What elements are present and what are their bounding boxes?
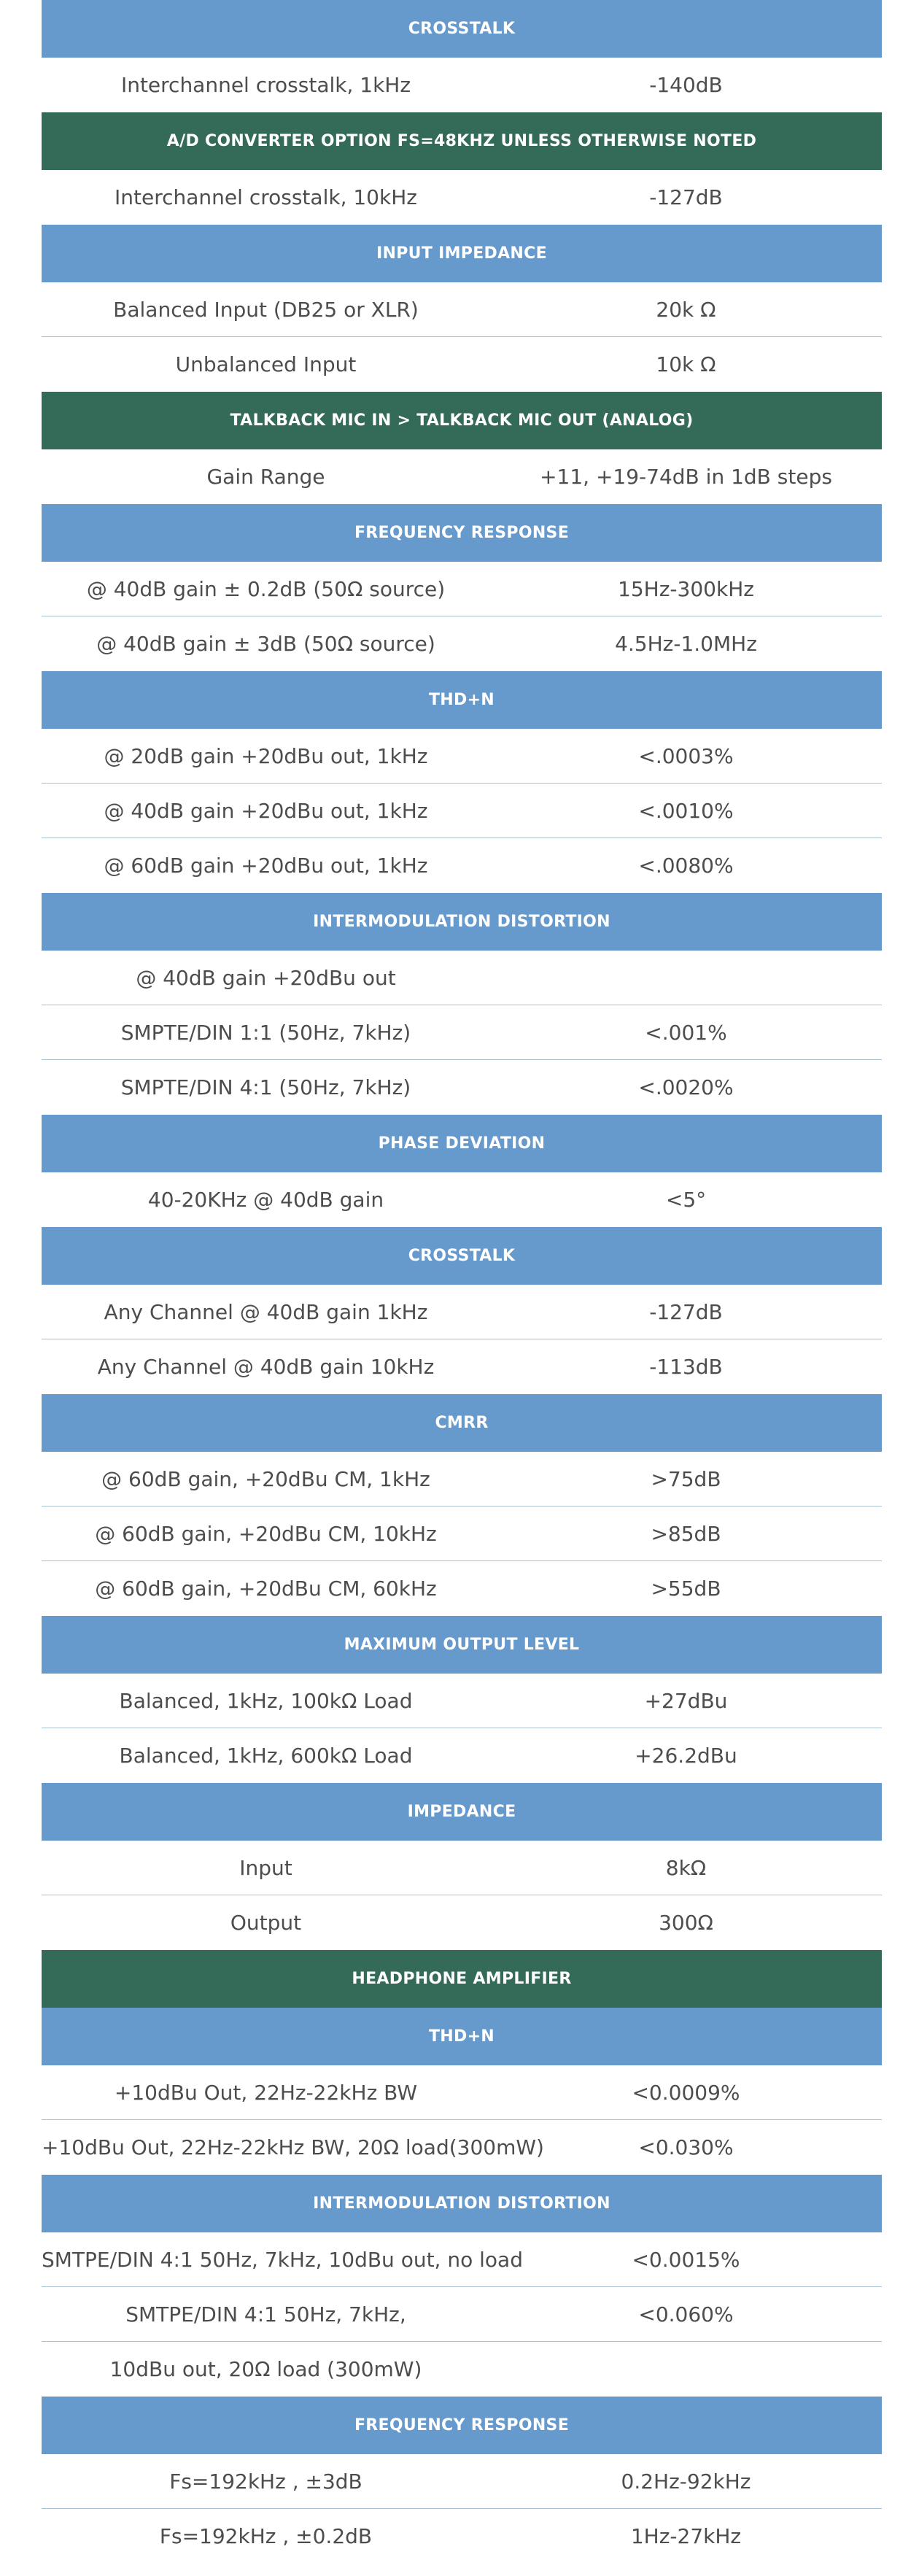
section-header-title: PHASE DEVIATION [378, 1134, 546, 1153]
section-header-title: CROSSTALK [408, 1247, 516, 1265]
group-header-title: A/D CONVERTER OPTION FS=48KHZ UNLESS OTHERWISE NOTED [166, 132, 757, 150]
spec-row [42, 1895, 882, 1950]
spec-value: 10k Ω [656, 352, 716, 376]
spec-value: <.0080% [638, 854, 734, 878]
spec-row [42, 1339, 882, 1394]
section-header [42, 1115, 882, 1172]
spec-value: <0.0015% [632, 2247, 740, 2272]
section-header-title: INPUT IMPEDANCE [376, 244, 547, 263]
spec-row [42, 1728, 882, 1783]
spec-label: @ 60dB gain, +20dBu CM, 60kHz [95, 1577, 437, 1601]
spec-table [42, 0, 882, 2564]
section-header [42, 0, 882, 58]
spec-row [42, 2287, 882, 2342]
section-header-title: IMPEDANCE [407, 1803, 516, 1821]
spec-label: Balanced, 1kHz, 600kΩ Load [119, 1744, 413, 1768]
spec-value: <0.0009% [632, 2080, 740, 2105]
spec-value: <5° [665, 1188, 707, 1212]
spec-value: >75dB [651, 1466, 721, 1491]
spec-label: Unbalanced Input [175, 352, 357, 376]
spec-label: Fs=192kHz , ±3dB [169, 2469, 362, 2494]
spec-row [42, 1506, 882, 1561]
spec-label: Fs=192kHz , ±0.2dB [159, 2524, 373, 2548]
spec-value: 1Hz-27kHz [630, 2524, 742, 2548]
spec-label: Output [230, 1911, 302, 1935]
section-header [42, 2397, 882, 2454]
spec-row [42, 616, 882, 671]
spec-row [42, 449, 882, 504]
spec-row [42, 282, 882, 337]
spec-row [42, 1172, 882, 1227]
spec-value: <.0003% [638, 743, 734, 768]
spec-value: <.001% [645, 1020, 727, 1045]
spec-label: Any Channel @ 40dB gain 10kHz [97, 1355, 435, 1379]
section-header-title: MAXIMUM OUTPUT LEVEL [344, 1636, 580, 1654]
spec-row [42, 1285, 882, 1339]
spec-value: 20k Ω [656, 297, 716, 322]
spec-value: +11, +19-74dB in 1dB steps [540, 465, 832, 489]
spec-row [42, 2120, 882, 2175]
spec-row [42, 1060, 882, 1115]
spec-value: >55dB [651, 1577, 721, 1601]
spec-row [42, 1674, 882, 1728]
spec-value: <.0020% [638, 1075, 734, 1099]
spec-label: SMTPE/DIN 4:1 50Hz, 7kHz, 10dBu out, no load [42, 2247, 523, 2272]
spec-row [42, 337, 882, 392]
spec-value: 8kΩ [665, 1855, 707, 1880]
spec-value: <0.030% [638, 2135, 734, 2159]
section-header-title: CROSSTALK [408, 20, 516, 38]
group-header-title: HEADPHONE AMPLIFIER [352, 1970, 572, 1988]
section-header-title: INTERMODULATION DISTORTION [313, 2194, 610, 2213]
spec-label: Gain Range [206, 465, 325, 489]
spec-label: @ 40dB gain ± 0.2dB (50Ω source) [86, 576, 446, 601]
spec-row [42, 1841, 882, 1895]
spec-label: 10dBu out, 20Ω load (300mW) [109, 2357, 422, 2381]
spec-value: +27dBu [644, 1688, 728, 1713]
spec-row [42, 170, 882, 225]
spec-label: Interchannel crosstalk, 10kHz [115, 185, 417, 209]
spec-label: SMPTE/DIN 1:1 (50Hz, 7kHz) [120, 1020, 411, 1045]
spec-label: Balanced Input (DB25 or XLR) [113, 297, 419, 322]
section-header [42, 2008, 882, 2065]
section-header [42, 225, 882, 282]
spec-row [42, 2065, 882, 2120]
spec-value: -127dB [649, 1299, 723, 1324]
spec-row [42, 2509, 882, 2564]
section-header [42, 671, 882, 729]
spec-label: @ 60dB gain, +20dBu CM, 10kHz [95, 1521, 437, 1546]
group-header [42, 1950, 882, 2008]
spec-row [42, 1005, 882, 1060]
spec-label: Balanced, 1kHz, 100kΩ Load [119, 1688, 413, 1713]
spec-value: 15Hz-300kHz [618, 576, 754, 601]
spec-label: SMPTE/DIN 4:1 (50Hz, 7kHz) [120, 1075, 411, 1099]
spec-value: 300Ω [659, 1911, 713, 1935]
spec-label: @ 40dB gain +20dBu out [136, 965, 396, 990]
spec-label: Input [239, 1855, 292, 1880]
spec-label: 40-20KHz @ 40dB gain [147, 1188, 384, 1212]
spec-value: <.0010% [638, 798, 734, 823]
spec-label: +10dBu Out, 22Hz-22kHz BW [114, 2080, 418, 2105]
spec-label: +10dBu Out, 22Hz-22kHz BW, 20Ω load(300mW) [42, 2135, 544, 2159]
section-header-title: FREQUENCY RESPONSE [354, 2416, 570, 2434]
spec-row [42, 1561, 882, 1616]
spec-label: @ 20dB gain +20dBu out, 1kHz [104, 743, 428, 768]
group-header [42, 392, 882, 449]
section-header [42, 1616, 882, 1674]
spec-value: <0.060% [638, 2302, 734, 2326]
spec-value: 0.2Hz-92kHz [621, 2469, 751, 2494]
spec-row [42, 562, 882, 616]
spec-value: +26.2dBu [635, 1744, 737, 1768]
section-header-title: THD+N [428, 691, 495, 709]
spec-label: @ 40dB gain ± 3dB (50Ω source) [96, 632, 435, 656]
spec-label: @ 60dB gain +20dBu out, 1kHz [104, 854, 428, 878]
spec-row [42, 838, 882, 893]
spec-row [42, 784, 882, 838]
spec-row [42, 951, 882, 1005]
section-header [42, 1227, 882, 1285]
spec-row [42, 58, 882, 112]
group-header-title: TALKBACK MIC IN > TALKBACK MIC OUT (ANALOG) [230, 411, 694, 430]
section-header-title: THD+N [428, 2027, 495, 2046]
section-header [42, 504, 882, 562]
spec-value: 4.5Hz-1.0MHz [615, 632, 757, 656]
spec-label: SMTPE/DIN 4:1 50Hz, 7kHz, [125, 2302, 406, 2326]
spec-row [42, 729, 882, 784]
section-header-title: FREQUENCY RESPONSE [354, 524, 570, 542]
section-header-title: CMRR [435, 1414, 489, 1432]
group-header [42, 112, 882, 170]
spec-label: Any Channel @ 40dB gain 1kHz [104, 1299, 428, 1324]
spec-row [42, 2342, 882, 2397]
spec-value: -113dB [649, 1355, 723, 1379]
spec-label: Interchannel crosstalk, 1kHz [120, 73, 411, 97]
section-header [42, 1394, 882, 1452]
spec-label: @ 40dB gain +20dBu out, 1kHz [104, 798, 428, 823]
section-header [42, 893, 882, 951]
spec-row [42, 2232, 882, 2287]
section-header-title: INTERMODULATION DISTORTION [313, 913, 610, 931]
spec-value: -140dB [649, 73, 723, 97]
spec-row [42, 2454, 882, 2509]
spec-value: -127dB [649, 185, 723, 209]
spec-row [42, 1452, 882, 1506]
spec-label: @ 60dB gain, +20dBu CM, 1kHz [101, 1466, 430, 1491]
section-header [42, 2175, 882, 2232]
section-header [42, 1783, 882, 1841]
spec-value: >85dB [651, 1521, 721, 1546]
